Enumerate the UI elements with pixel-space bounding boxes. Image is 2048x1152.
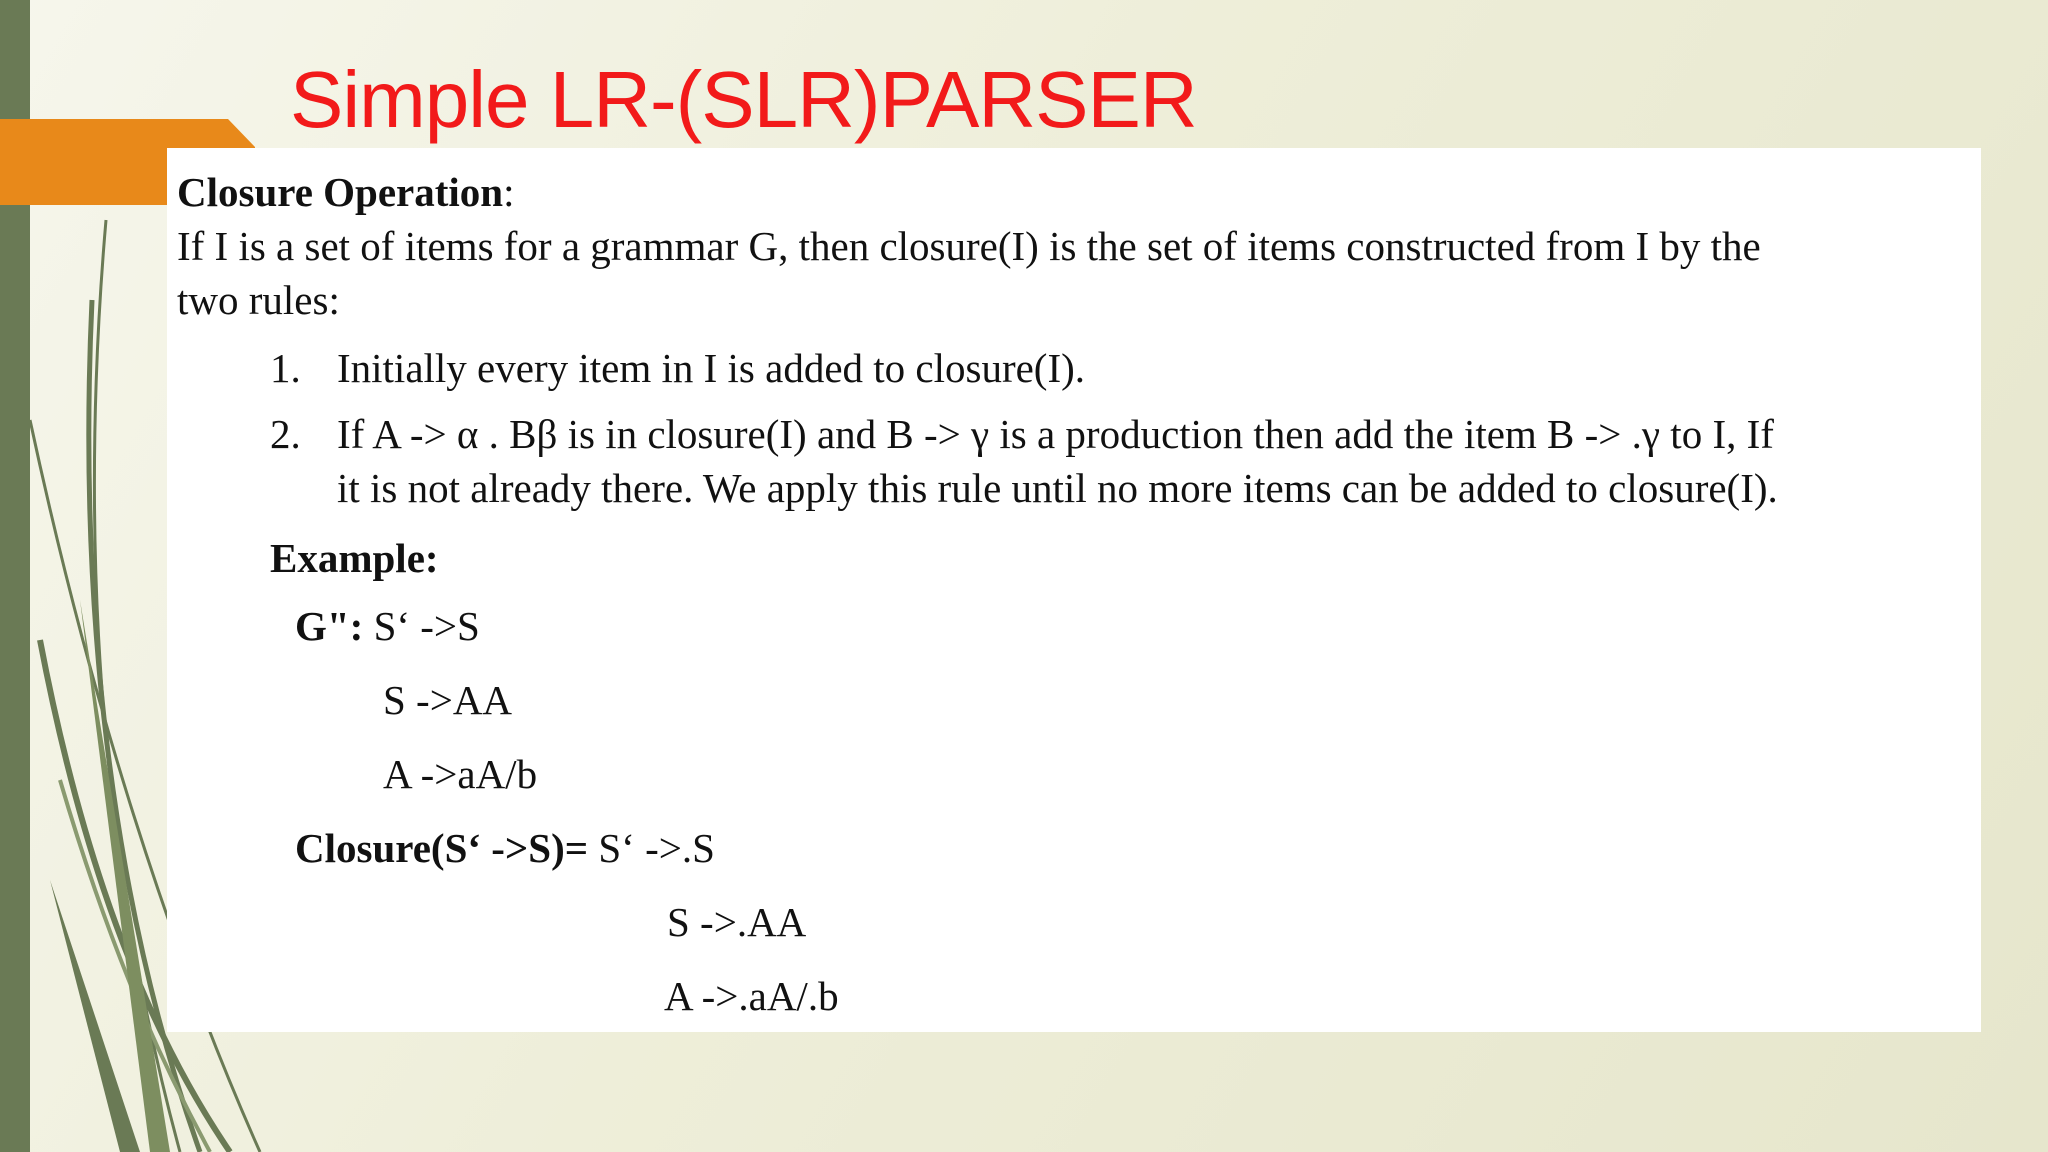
grammar-production-3: A ->aA/b <box>383 751 538 797</box>
rule-1-number: 1. <box>270 345 301 391</box>
rule-1-text: Initially every item in I is added to closure(I). <box>337 345 1086 391</box>
grammar-label: G": <box>295 603 364 649</box>
slide-title: Simple LR-(SLR)PARSER <box>290 55 1197 144</box>
content-panel <box>167 148 1981 1032</box>
closure-item-3: A ->.aA/.b <box>664 973 839 1019</box>
closure-heading-line <box>177 169 515 215</box>
grammar-production-2: S ->AA <box>383 677 513 723</box>
intro-line-1: If I is a set of items for a grammar G, then closure(I) is the set of items constructed from I by the <box>177 223 1761 269</box>
closure-heading: Closure Operation <box>177 169 504 215</box>
rule-2-text-line-2: it is not already there. We apply this rule until no more items can be added to closure(I). <box>337 465 1778 511</box>
closure-label: Closure(S‘ ->S)= <box>295 825 589 871</box>
rule-2-number: 2. <box>270 411 301 457</box>
grammar-production-1: S‘ ->S <box>373 603 480 649</box>
closure-line-1 <box>295 825 715 871</box>
intro-line-2: two rules: <box>177 277 340 323</box>
rule-2-text-line-1: If A -> α . Bβ is in closure(I) and B -> γ is a production then add the item B -> .γ to I, If <box>337 411 1774 457</box>
closure-heading-suffix: : <box>503 169 515 215</box>
closure-item-2: S ->.AA <box>667 899 807 945</box>
example-label: Example: <box>270 535 439 581</box>
closure-item-1: S‘ ->.S <box>598 825 715 871</box>
grammar-line-1 <box>295 603 480 649</box>
